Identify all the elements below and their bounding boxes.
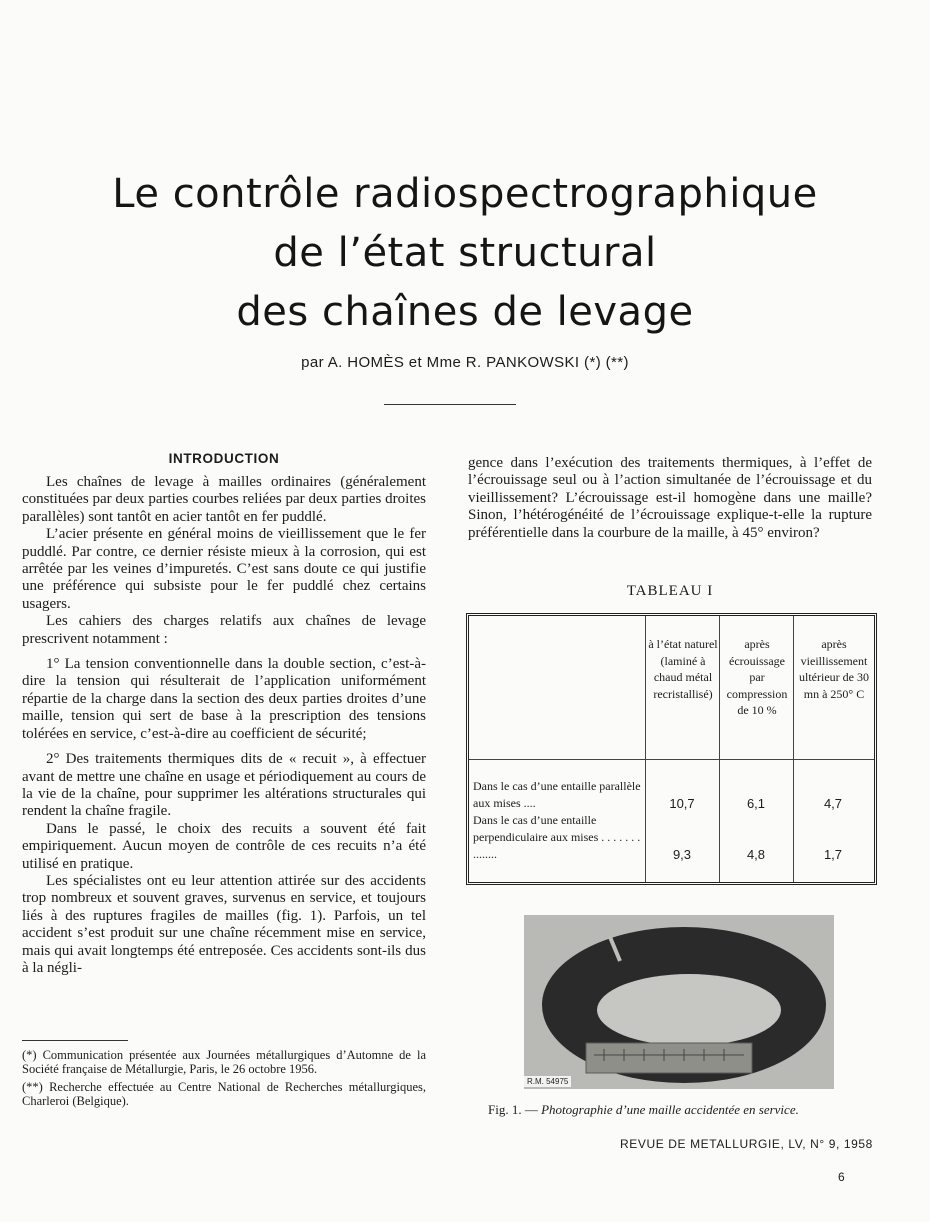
table-divider <box>645 616 646 882</box>
chain-link-photo <box>524 915 834 1089</box>
article-title-line-1: Le contrôle radiospectrographique <box>112 171 818 217</box>
table-cell: 1,7 <box>823 847 843 862</box>
paragraph: Les chaînes de levage à mailles ordinaires (généralement constituées par deux parties courbes reliées par deux parties droites parallèles) sont tantôt en acier tantôt en fer puddlé. <box>22 474 426 525</box>
introduction-heading: INTRODUCTION <box>168 451 280 466</box>
footnote-divider <box>22 1040 128 1041</box>
left-column <box>22 474 426 977</box>
footnote: (**) Recherche effectuée au Centre National de Recherches métallurgiques, Charleroi (Belgique). <box>22 1080 426 1108</box>
paragraph: Les cahiers des charges relatifs aux chaînes de levage prescrivent notamment : <box>22 613 426 647</box>
journal-reference: REVUE DE METALLURGIE, LV, N° 9, 1958 <box>620 1137 873 1151</box>
article-title-line-3: des chaînes de levage <box>236 289 694 335</box>
footnote: (*) Communication présentée aux Journées métallurgiques d’Automne de la Société française de Métallurgie, Paris, le 26 octobre 1956. <box>22 1048 426 1076</box>
photo-reference-label: R.M. 54975 <box>524 1076 571 1087</box>
table-divider <box>469 759 874 760</box>
column-header: après écrouissage par compression de 10 % <box>726 637 788 718</box>
figure-caption-prefix: Fig. 1. — <box>488 1102 538 1117</box>
chain-link-image <box>524 915 834 1089</box>
table-cell: 4,7 <box>823 796 843 811</box>
table-cell: 6,1 <box>746 796 766 811</box>
paragraph: Les spécialistes ont eu leur attention attirée sur des accidents trop nombreux et souvent graves, survenus en service, et toujours liés à des ruptures fragiles de mailles (fig. 1). Parfois, un tel accident s’est produit sur une chaîne récemment mise en service, mais qui avait longtemps été entreposée. Ces accidents sont-ils dus à la négli- <box>22 872 426 976</box>
page-number: 6 <box>838 1170 845 1184</box>
row-label: Dans le cas d’une entaille parallèle aux mises .... <box>473 779 641 810</box>
table-cell: 4,8 <box>746 847 766 862</box>
row-label: Dans le cas d’une entaille perpendiculaire aux mises . . . . . . . ........ <box>473 813 641 861</box>
table-divider <box>719 616 720 882</box>
paragraph: gence dans l’exécution des traitements thermiques, à l’effet de l’écrouissage seul ou à l’action simultanée de l’écrouissage et du vieillissement? L’écrouissage est-il homogène dans une maille? Sinon, l’hétérogénéité de l’écrouissage explique-t-elle la rupture préférentielle dans la courbure de la maille, à 45° environ? <box>468 455 872 541</box>
paragraph: 2° Des traitements thermiques dits de « recuit », à effectuer avant de mettre une chaîne en usage et périodiquement au cours de la vie de la chaîne, pour supprimer les altérations structurales qui rendent la chaîne fragile. <box>22 751 426 820</box>
table-cell: 9,3 <box>672 847 692 862</box>
footnotes <box>22 1048 426 1112</box>
table-divider <box>793 616 794 882</box>
paragraph: L’acier présente en général moins de vieillissement que le fer puddlé. Par contre, ce dernier résiste mieux à la corrosion, qui est arrêtée par les veines d’impuretés. C’est sans doute ce qui justifie une préférence qui subsiste pour le fer puddlé chez certains usagers. <box>22 526 426 612</box>
figure-caption-text: Photographie d’une maille accidentée en service. <box>541 1102 799 1117</box>
paragraph: Dans le passé, le choix des recuits a souvent été fait empiriquement. Aucun moyen de contrôle de ces recuits n’a été utilisé en pratique. <box>22 820 426 872</box>
table-cell: 10,7 <box>669 796 695 811</box>
column-header: à l’état naturel (laminé à chaud métal recristallisé) <box>648 637 718 701</box>
column-header: après vieillissement ultérieur de 30 mn à 250° C <box>799 637 869 701</box>
article-title-line-2: de l’état structural <box>273 230 657 276</box>
title-divider <box>384 404 516 405</box>
data-table <box>466 613 877 885</box>
right-column-text <box>468 455 872 542</box>
author-byline: par A. HOMÈS et Mme R. PANKOWSKI (*) (**) <box>301 354 629 371</box>
table-caption: TABLEAU I <box>626 583 714 599</box>
figure-caption <box>488 1102 888 1118</box>
paragraph: 1° La tension conventionnelle dans la double section, c’est-à-dire la tension qui résulterait de l’application uniformément répartie de la charge dans la section des deux parties droites d’une maille, tension qui sert de base à la prescription des tensions tolérées en service, c’est-à-dire au coefficient de sécurité; <box>22 656 426 742</box>
